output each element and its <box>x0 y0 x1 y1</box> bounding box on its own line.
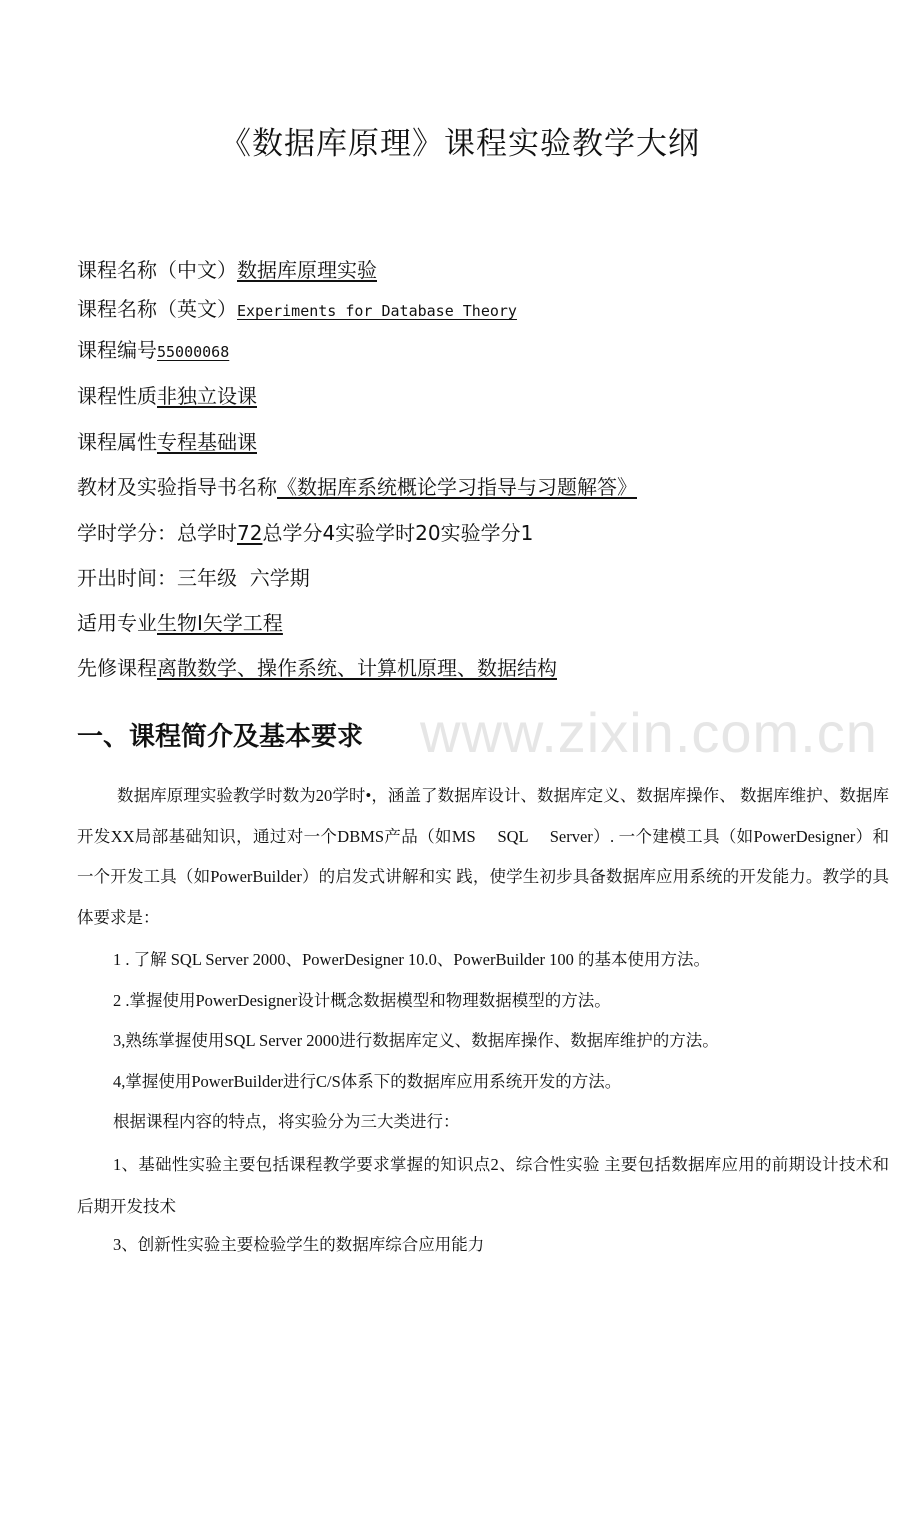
offer-time-label: 开出时间： <box>77 566 177 590</box>
prerequisite-label: 先修课程 <box>77 656 157 680</box>
prerequisite-value: 离散数学、操作系统、计算机原理、数据结构 <box>157 656 557 680</box>
hours-row <box>77 517 533 546</box>
hours-label: 学时学分：总学时 <box>77 521 237 545</box>
textbook-label: 教材及实验指导书名称 <box>77 475 277 499</box>
offer-time-row <box>77 562 310 591</box>
major-row <box>77 607 283 636</box>
textbook-value: 《数据库系统概论学习指导与习题解答》 <box>277 475 637 499</box>
course-name-cn-label: 课程名称（中文） <box>77 258 237 282</box>
requirement-item: 4,掌握使用PowerBuilder进行C/S体系下的数据库应用系统开发的方法。 <box>113 1072 622 1091</box>
course-attr-row <box>77 426 257 455</box>
course-name-en-value: Experiments for Database Theory <box>237 302 517 320</box>
watermark: www.zixin.com.cn <box>420 701 878 764</box>
course-code-row <box>77 334 229 363</box>
course-name-cn-value: 数据库原理实验 <box>237 258 377 282</box>
category-item: 1、基础性实验主要包括课程教学要求掌握的知识点2、综合性实验 主要包括数据库应用的前期设计技术和后期开发技术 <box>77 1155 889 1216</box>
category-item: 3、创新性实验主要检验学生的数据库综合应用能力 <box>113 1235 485 1254</box>
hours-total: 72 <box>237 521 263 545</box>
requirement-item: 2 .掌握使用PowerDesigner设计概念数据模型和物理数据模型的方法。 <box>113 991 611 1010</box>
course-code-label: 课程编号 <box>77 338 157 362</box>
textbook-row <box>77 471 637 500</box>
course-code-value: 55000068 <box>157 343 230 361</box>
offer-time-value: 三年级 六学期 <box>177 566 310 590</box>
major-value: 生物I矢学工程 <box>157 611 283 635</box>
course-name-en-row <box>77 293 517 322</box>
course-attr-value: 专程基础课 <box>157 430 257 454</box>
course-name-en-label: 课程名称（英文） <box>77 297 237 321</box>
requirement-item: 3,熟练掌握使用SQL Server 2000进行数据库定义、数据库操作、数据库维护的方法。 <box>113 1031 719 1050</box>
requirement-item: 1 . 了解 SQL Server 2000、PowerDesigner 10.0、PowerBuilder 100 的基本使用方法。 <box>113 950 710 969</box>
hours-rest: 总学分4实验学时20实验学分1 <box>262 521 534 545</box>
categories-intro: 根据课程内容的特点，将实验分为三大类进行： <box>113 1112 460 1131</box>
prerequisite-row <box>77 652 557 681</box>
course-nature-row <box>77 380 257 409</box>
course-attr-label: 课程属性 <box>77 430 157 454</box>
course-name-cn-row <box>77 254 377 283</box>
course-nature-label: 课程性质 <box>77 384 157 408</box>
section-heading: 一、课程简介及基本要求 <box>77 722 364 752</box>
major-label: 适用专业 <box>77 611 157 635</box>
document-title: 《数据库原理》课程实验教学大纲 <box>220 126 700 162</box>
intro-paragraph: 数据库原理实验教学时数为20学时•，涵盖了数据库设计、数据库定义、数据库操作、 数据库维护、数据库开发XX局部基础知识，通过对一个DBMS产品（如MS SQL Server）. 一个建模工具（如PowerDesigner）和一个开发工具（如PowerBuilder）的启发式讲解和实 践，使学生初步具备数据库应用系统的开发能力。教学的具体要求是： <box>77 786 889 927</box>
course-nature-value: 非独立设课 <box>157 384 257 408</box>
